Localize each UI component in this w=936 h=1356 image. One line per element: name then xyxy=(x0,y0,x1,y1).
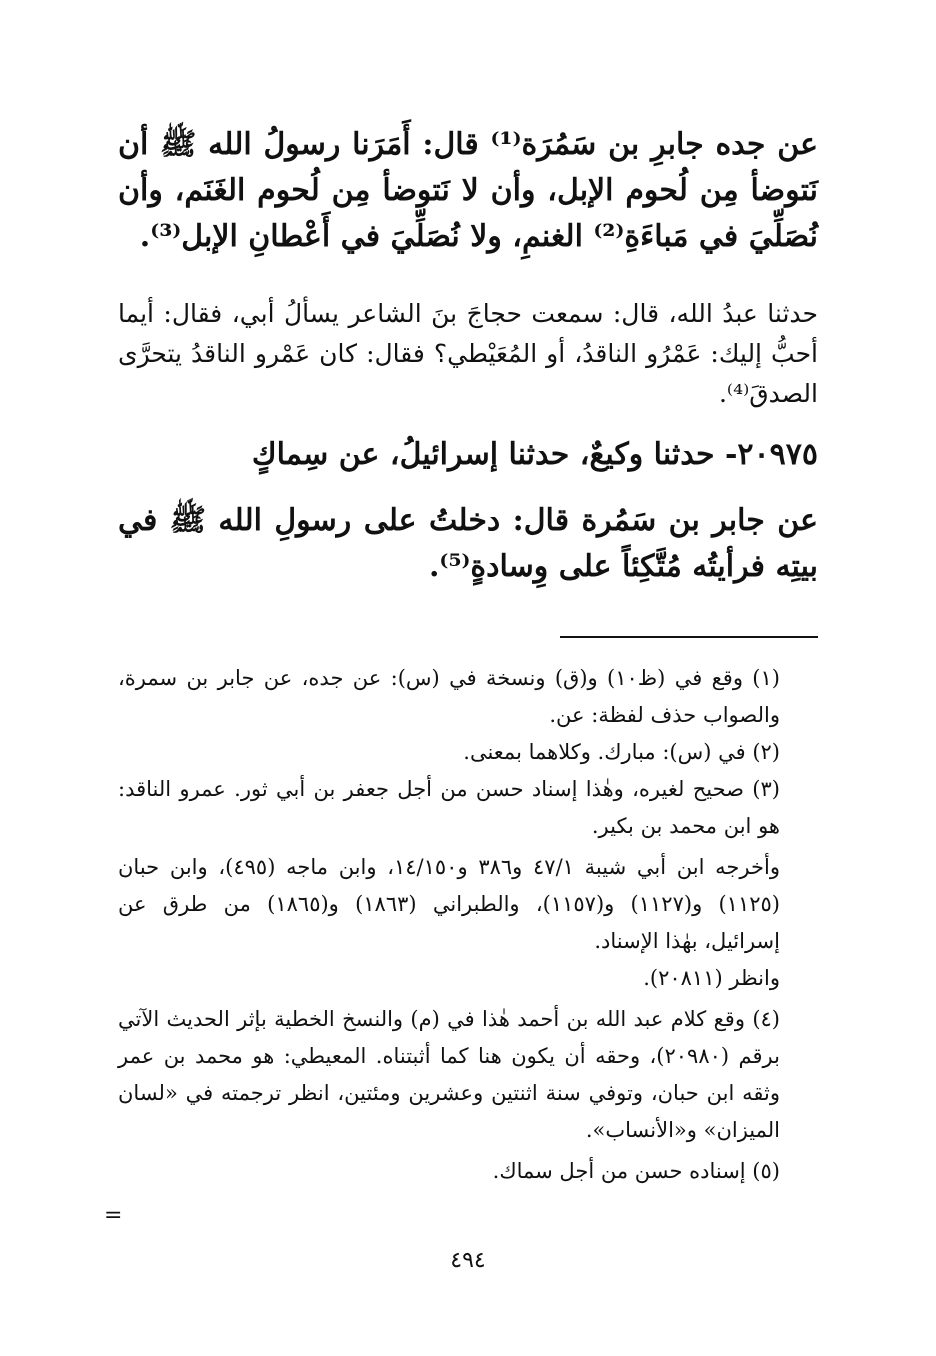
footnote-2: (٢) في (س): مبارك. وكلاهما بمعنى. xyxy=(463,740,780,764)
narration-text: حدثنا عبدُ الله، قال: سمعت حجاجَ بنَ الشاعر يسألُ أبي، فقال: أيما أحبُّ إليك: عَمْرُو الناقدُ، أو المُعَيْطي؟ فقال: كان عَمْرو الناقدُ يتحرَّى الصدقَ⁽⁴⁾. xyxy=(118,299,818,408)
hadith-text-2: عن جابر بن سَمُرة قال: دخلتُ على رسولِ الله ﷺ في بيتِه فرأيتُه مُتَّكِئاً على وِسادةٍ⁽⁵⁾. xyxy=(118,503,818,584)
footnote-1: (١) وقع في (ظ١٠) و(ق) ونسخة في (س): عن جده، عن جابر بن سمرة، والصواب حذف لفظة: عن. xyxy=(118,666,780,727)
footnote-5: (٥) إسناده حسن من أجل سماك. xyxy=(492,1159,780,1183)
page-number: ٤٩٤ xyxy=(450,1248,486,1273)
footnote-divider xyxy=(560,636,818,638)
hadith-chain-20975: ٢٠٩٧٥- حدثنا وكيعٌ، حدثنا إسرائيلُ، عن سِماكٍ xyxy=(251,437,818,472)
hadith-text-1: عن جده جابرِ بن سَمُرَة⁽¹⁾ قال: أَمَرَنا رسولُ الله ﷺ أن نَتوضأ مِن لُحوم الإبل، وأن لا نَتوضأ مِن لُحوم الغَنَم، وأن نُصَلِّيَ في مَباءَةِ⁽²⁾ الغنمِ، ولا نُصَلِّيَ في أَعْطانِ الإبل⁽³⁾. xyxy=(118,127,818,254)
footnote-3: (٣) صحيح لغيره، وهٰذا إسناد حسن من أجل جعفر بن أبي ثور. عمرو الناقد: هو ابن محمد بن بكير. xyxy=(118,777,780,838)
footnote-3-continued: وأخرجه ابن أبي شيبة ٤٧/١ و٣٨٦ و١٤/١٥٠، وابن ماجه (٤٩٥)، وابن حبان (١١٢٥) و(١١٢٧) و(١١٥٧)، والطبراني (١٨٦٣) و(١٨٦٥) من طرق عن إسرائيل، بهٰذا الإسناد. xyxy=(118,855,780,953)
footnotes xyxy=(118,660,818,1190)
footnote-3-see-also: وانظر (٢٠٨١١). xyxy=(643,966,780,990)
page xyxy=(118,0,818,1356)
footnote-4: (٤) وقع كلام عبد الله بن أحمد هٰذا في (م) والنسخ الخطية بإثر الحديث الآتي برقم (٢٠٩٨٠)، وحقه أن يكون هنا كما أثبتناه. المعيطي: هو محمد بن عمر وثقه ابن حبان، وتوفي سنة اثنتين وعشرين ومئتين، انظر ترجمته في «لسان الميزان» و«الأنساب». xyxy=(118,1007,780,1142)
continuation-mark: = xyxy=(104,1203,123,1228)
